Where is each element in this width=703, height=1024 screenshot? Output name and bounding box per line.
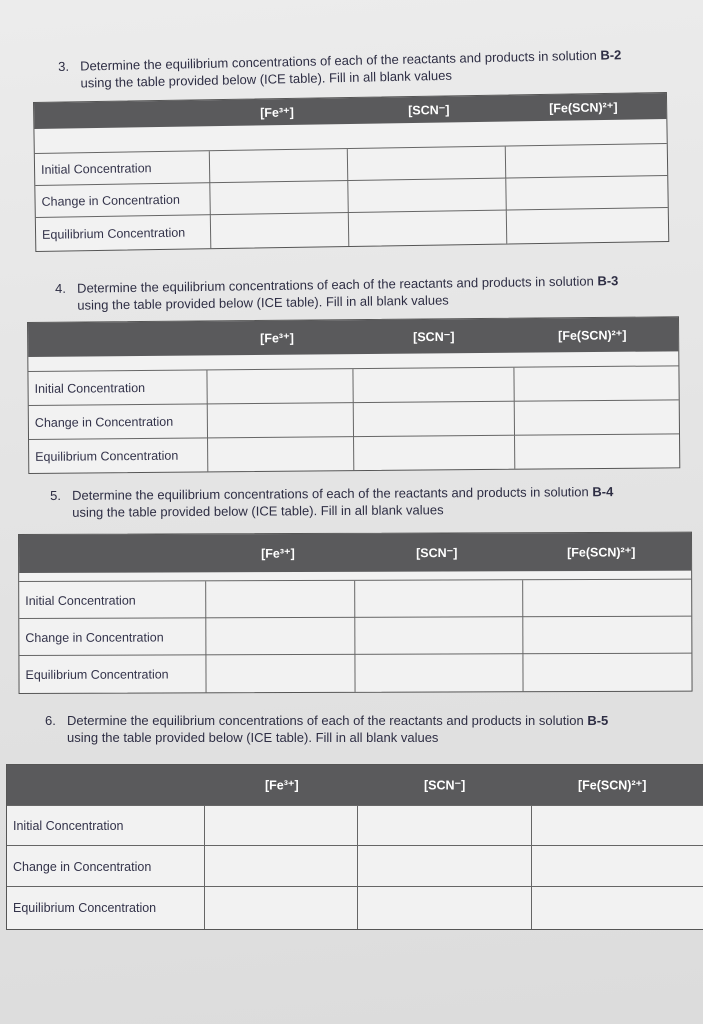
input-cell[interactable] [211, 213, 350, 248]
input-cell[interactable] [358, 846, 532, 887]
table-header [19, 533, 691, 573]
table-row [7, 845, 703, 887]
header-scn: [SCN⁻] [408, 102, 450, 118]
question-3 [58, 46, 622, 92]
row-label: Equilibrium Concentration [36, 215, 211, 251]
header-scn: [SCN⁻] [413, 329, 455, 345]
table-row [19, 579, 691, 619]
input-cell[interactable] [523, 617, 690, 655]
input-cell[interactable] [207, 369, 353, 404]
row-label: Equilibrium Concentration [7, 887, 205, 929]
input-cell[interactable] [515, 434, 678, 468]
solution-label: B-4 [592, 484, 614, 500]
input-cell[interactable] [532, 806, 703, 846]
solution-label: B-3 [597, 273, 619, 289]
header-fescn: [Fe(SCN)²⁺] [549, 100, 618, 116]
question-number: 4. [55, 280, 67, 296]
question-number: 3. [58, 58, 70, 74]
solution-label: B-5 [587, 713, 609, 728]
header-fe: [Fe³⁺] [260, 331, 294, 346]
question-5 [50, 483, 613, 521]
header-scn: [SCN⁻] [424, 778, 466, 793]
question-text-line2: using the table provided below (ICE table). Fill in all blank values [67, 730, 439, 745]
row-label: Equilibrium Concentration [19, 655, 206, 693]
question-number: 6. [45, 713, 56, 728]
header-fescn: [Fe(SCN)²⁺] [578, 778, 647, 793]
row-label: Change in Concentration [19, 618, 206, 656]
header-fescn: [Fe(SCN)²⁺] [567, 545, 636, 560]
input-cell[interactable] [358, 806, 532, 846]
input-cell[interactable] [514, 366, 677, 401]
input-cell[interactable] [506, 144, 666, 179]
input-cell[interactable] [507, 208, 667, 244]
question-text-line2: using the table provided below (ICE table). Fill in all blank values [77, 292, 449, 313]
input-cell[interactable] [523, 654, 690, 692]
input-cell[interactable] [354, 436, 515, 470]
question-text: Determine the equilibrium concentrations of each of the reactants and products in solution [80, 47, 601, 74]
ice-table-b4 [18, 532, 693, 694]
input-cell[interactable] [208, 437, 354, 471]
input-cell[interactable] [210, 149, 348, 183]
question-number: 5. [50, 487, 61, 503]
table-header [34, 93, 666, 129]
question-6 [45, 712, 608, 746]
input-cell[interactable] [353, 368, 514, 403]
input-cell[interactable] [206, 655, 355, 693]
input-cell[interactable] [205, 887, 358, 929]
input-cell[interactable] [349, 211, 507, 246]
question-text-line2: using the table provided below (ICE table). Fill in all blank values [72, 502, 444, 520]
input-cell[interactable] [523, 580, 690, 618]
input-cell[interactable] [355, 580, 523, 618]
table-row [19, 653, 691, 693]
table-header [28, 317, 678, 357]
row-label: Initial Concentration [28, 370, 207, 406]
input-cell[interactable] [206, 581, 355, 619]
input-cell[interactable] [208, 403, 354, 438]
input-cell[interactable] [532, 887, 703, 929]
input-cell[interactable] [210, 181, 348, 215]
question-text: Determine the equilibrium concentrations of each of the reactants and products in solution [72, 484, 593, 503]
input-cell[interactable] [358, 887, 532, 929]
input-cell[interactable] [348, 147, 506, 181]
row-label: Initial Concentration [35, 151, 210, 186]
row-label: Change in Concentration [7, 846, 205, 887]
input-cell[interactable] [355, 617, 523, 655]
table-row [7, 886, 703, 929]
table-header [7, 765, 703, 805]
question-text: Determine the equilibrium concentrations of each of the reactants and products in solution [77, 273, 598, 296]
ice-table-b5 [6, 764, 703, 930]
input-cell[interactable] [205, 846, 358, 887]
input-cell[interactable] [205, 806, 358, 846]
question-text-line2: using the table provided below (ICE table). Fill in all blank values [80, 67, 453, 91]
input-cell[interactable] [532, 846, 703, 887]
table-row [7, 805, 703, 846]
header-fe: [Fe³⁺] [260, 105, 294, 120]
row-label: Change in Concentration [29, 404, 208, 440]
header-scn: [SCN⁻] [416, 545, 458, 561]
question-text: Determine the equilibrium concentrations of each of the reactants and products in solution [67, 713, 588, 728]
input-cell[interactable] [206, 618, 355, 656]
row-label: Equilibrium Concentration [29, 438, 208, 473]
row-label: Change in Concentration [35, 183, 210, 218]
input-cell[interactable] [355, 654, 523, 692]
row-label: Initial Concentration [19, 581, 206, 619]
header-fescn: [Fe(SCN)²⁺] [558, 328, 627, 343]
input-cell[interactable] [354, 402, 515, 437]
table-row [29, 433, 679, 473]
row-label: Initial Concentration [7, 806, 205, 846]
ice-table-b3 [27, 316, 680, 474]
question-4 [55, 272, 619, 314]
header-fe: [Fe³⁺] [261, 546, 295, 561]
input-cell[interactable] [515, 400, 678, 435]
input-cell[interactable] [506, 176, 666, 211]
ice-table-b2 [33, 92, 669, 252]
solution-label: B-2 [600, 47, 622, 63]
input-cell[interactable] [348, 179, 506, 213]
table-row [19, 616, 691, 656]
header-fe: [Fe³⁺] [265, 778, 299, 793]
